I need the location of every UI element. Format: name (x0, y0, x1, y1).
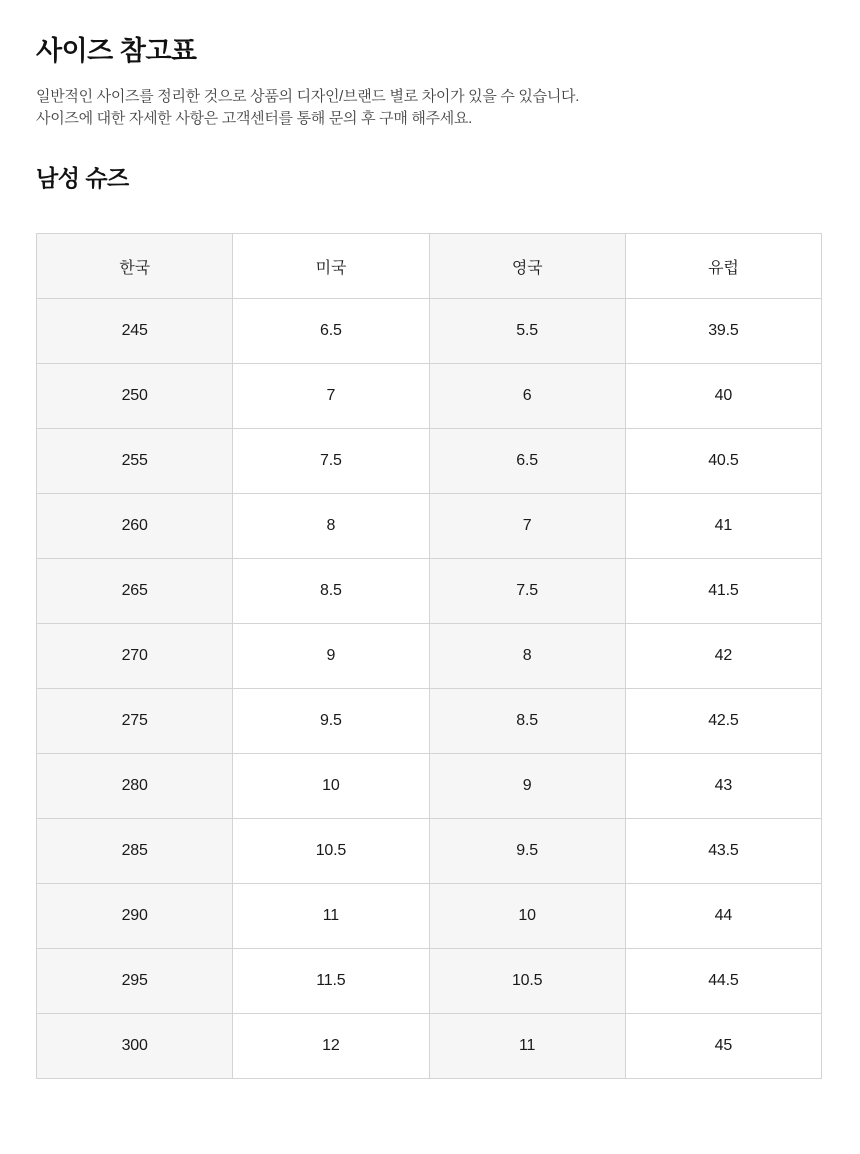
table-row (37, 559, 822, 624)
size-cell: 8.5 (429, 689, 625, 754)
table-row (37, 1014, 822, 1079)
size-cell: 300 (37, 1014, 233, 1079)
table-row (37, 689, 822, 754)
size-cell: 10 (429, 884, 625, 949)
size-cell: 43 (625, 754, 821, 819)
size-cell: 42 (625, 624, 821, 689)
table-row (37, 624, 822, 689)
size-cell: 41 (625, 494, 821, 559)
size-cell: 40.5 (625, 429, 821, 494)
size-cell: 295 (37, 949, 233, 1014)
size-cell: 9.5 (429, 819, 625, 884)
size-cell: 8 (233, 494, 429, 559)
table-row (37, 949, 822, 1014)
size-cell: 5.5 (429, 299, 625, 364)
page-title: 사이즈 참고표 (36, 36, 197, 66)
size-table (36, 233, 822, 1079)
size-cell: 10 (233, 754, 429, 819)
table-row (37, 429, 822, 494)
table-row (37, 819, 822, 884)
size-cell: 45 (625, 1014, 821, 1079)
size-cell: 7.5 (233, 429, 429, 494)
table-row (37, 299, 822, 364)
size-table-header-row (37, 234, 822, 299)
size-cell: 7.5 (429, 559, 625, 624)
size-cell: 270 (37, 624, 233, 689)
size-table-column-header: 미국 (233, 234, 429, 299)
size-cell: 6 (429, 364, 625, 429)
size-cell: 250 (37, 364, 233, 429)
size-cell: 285 (37, 819, 233, 884)
size-cell: 11.5 (233, 949, 429, 1014)
table-row (37, 754, 822, 819)
description-line-2: 사이즈에 대한 자세한 사항은 고객센터를 통해 문의 후 구매 해주세요. (36, 110, 472, 127)
size-cell: 265 (37, 559, 233, 624)
size-cell: 9 (429, 754, 625, 819)
size-table-head (37, 234, 822, 299)
description-line-1: 일반적인 사이즈를 정리한 것으로 상품의 디자인/브랜드 별로 차이가 있을 수 있습니다. (36, 88, 580, 105)
size-cell: 43.5 (625, 819, 821, 884)
size-cell: 11 (429, 1014, 625, 1079)
size-cell: 11 (233, 884, 429, 949)
size-cell: 280 (37, 754, 233, 819)
size-table-column-header: 영국 (429, 234, 625, 299)
size-table-column-header: 유럽 (625, 234, 821, 299)
size-cell: 260 (37, 494, 233, 559)
size-cell: 6.5 (233, 299, 429, 364)
size-cell: 255 (37, 429, 233, 494)
size-cell: 6.5 (429, 429, 625, 494)
size-table-column-header: 한국 (37, 234, 233, 299)
table-row (37, 884, 822, 949)
size-table-body (37, 299, 822, 1079)
size-cell: 8.5 (233, 559, 429, 624)
size-cell: 245 (37, 299, 233, 364)
size-cell: 41.5 (625, 559, 821, 624)
size-cell: 9.5 (233, 689, 429, 754)
size-cell: 40 (625, 364, 821, 429)
size-cell: 12 (233, 1014, 429, 1079)
size-cell: 42.5 (625, 689, 821, 754)
size-cell: 8 (429, 624, 625, 689)
size-cell: 7 (429, 494, 625, 559)
size-cell: 39.5 (625, 299, 821, 364)
size-cell: 290 (37, 884, 233, 949)
size-cell: 7 (233, 364, 429, 429)
size-cell: 275 (37, 689, 233, 754)
size-cell: 10.5 (429, 949, 625, 1014)
table-row (37, 364, 822, 429)
size-cell: 44 (625, 884, 821, 949)
size-cell: 44.5 (625, 949, 821, 1014)
table-row (37, 494, 822, 559)
section-title-mens-shoes: 남성 슈즈 (36, 165, 129, 191)
size-cell: 9 (233, 624, 429, 689)
size-guide-description (36, 86, 822, 130)
size-cell: 10.5 (233, 819, 429, 884)
